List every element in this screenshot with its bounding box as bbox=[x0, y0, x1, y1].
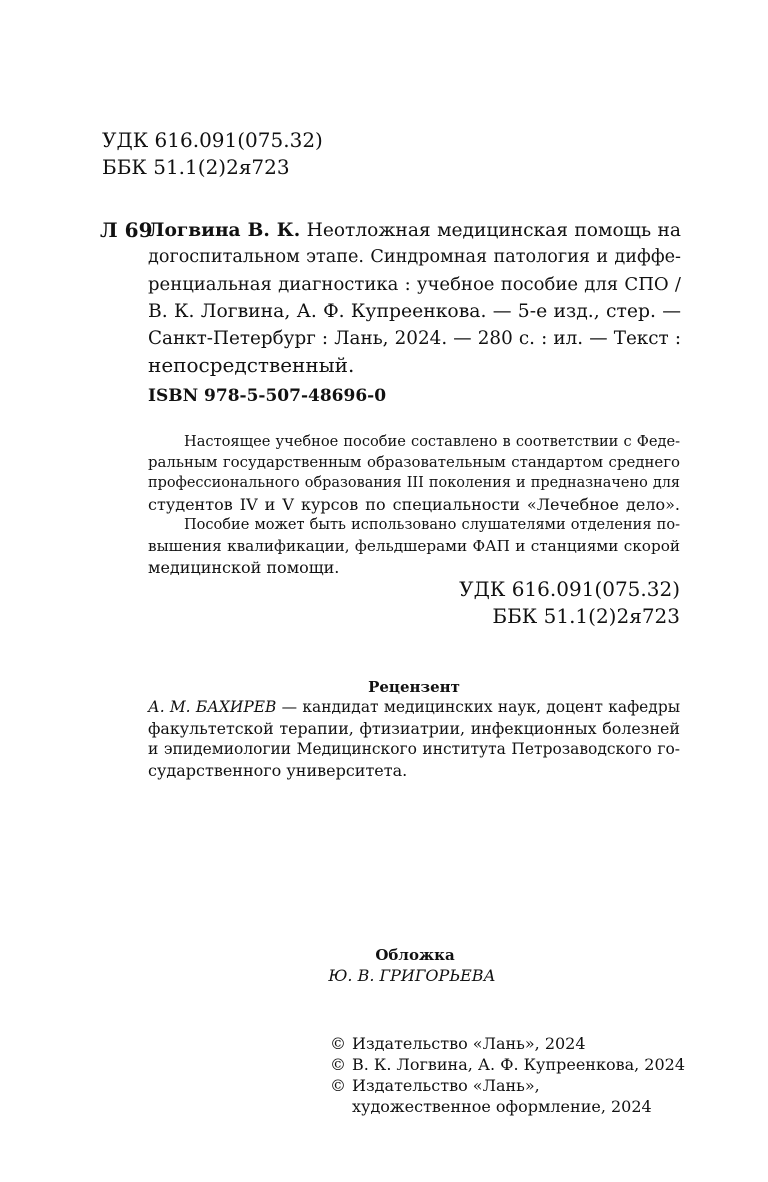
annotation-line: ральным государственным образовательным стандартом среднего bbox=[148, 453, 680, 471]
reviewer-line: сударственного университета. bbox=[148, 761, 408, 780]
reviewer-text bbox=[148, 697, 680, 781]
annotation-line: Пособие может быть использовано слушателями отделения по- bbox=[184, 517, 680, 533]
udk-code: УДК 616.091(075.32) bbox=[102, 128, 323, 152]
bib-line-2: догоспитальном этапе. Синдромная патология и диффе- bbox=[148, 247, 681, 267]
copyright-icon: © bbox=[330, 1055, 346, 1074]
bib-line-1 bbox=[148, 217, 681, 244]
annotation bbox=[148, 431, 680, 578]
cover-designer-name: Ю. В. ГРИГОРЬЕВА bbox=[328, 966, 496, 985]
annotation-line: студентов IV и V курсов по специальности «Лечебное дело». bbox=[148, 495, 680, 514]
bib-line-6: непосредственный. bbox=[148, 353, 355, 377]
copyright-line: художественное оформление, 2024 bbox=[352, 1097, 652, 1116]
author-cipher: Л 69 bbox=[100, 218, 153, 242]
author-name: Логвина В. К. bbox=[148, 220, 301, 241]
bbk-code: ББК 51.1(2)2я723 bbox=[102, 155, 290, 179]
bib-line-5: Санкт-Петербург : Лань, 2024. — 280 с. : ил. — Текст : bbox=[148, 328, 681, 349]
cover-heading: Обложка bbox=[375, 946, 455, 964]
copyright-line: © Издательство «Лань», bbox=[330, 1076, 540, 1095]
reviewer-line: и эпидемиологии Медицинского института Петрозаводского го- bbox=[148, 740, 680, 758]
reviewer-line: факультетской терапии, фтизиатрии, инфекционных болезней bbox=[148, 719, 680, 738]
copyright-line: © В. К. Логвина, А. Ф. Купреенкова, 2024 bbox=[330, 1055, 686, 1074]
copyright-line: © Издательство «Лань», 2024 bbox=[330, 1034, 586, 1053]
annotation-line: вышения квалификации, фельдшерами ФАП и станциями скорой bbox=[148, 537, 680, 555]
bib-line-3: ренциальная диагностика : учебное пособие для СПО / bbox=[148, 274, 681, 295]
copyright-icon: © bbox=[330, 1034, 346, 1053]
reviewer-heading: Рецензент bbox=[368, 678, 460, 696]
annotation-line: профессионального образования III поколения и предназначено для bbox=[148, 475, 680, 491]
annotation-line: Настоящее учебное пособие составлено в соответствии с Феде- bbox=[184, 433, 680, 450]
annotation-line: медицинской помощи. bbox=[148, 558, 340, 577]
copyright-block bbox=[330, 1033, 686, 1117]
udk-code-repeat: УДК 616.091(075.32) bbox=[459, 577, 680, 601]
bib-title-start: Неотложная медицинская помощь на bbox=[306, 220, 681, 241]
reviewer-line-1: А. М. БАХИРЕВ — кандидат медицинских наук, доцент кафедры bbox=[148, 698, 680, 716]
bibliographic-description bbox=[148, 217, 681, 379]
copyright-icon: © bbox=[330, 1076, 346, 1095]
bib-line-4: В. К. Логвина, А. Ф. Купреенкова. — 5-е изд., стер. — bbox=[148, 301, 681, 322]
isbn: ISBN 978-5-507-48696-0 bbox=[148, 386, 387, 406]
reviewer-name: А. М. БАХИРЕВ bbox=[148, 698, 277, 716]
bbk-code-repeat: ББК 51.1(2)2я723 bbox=[492, 604, 680, 628]
